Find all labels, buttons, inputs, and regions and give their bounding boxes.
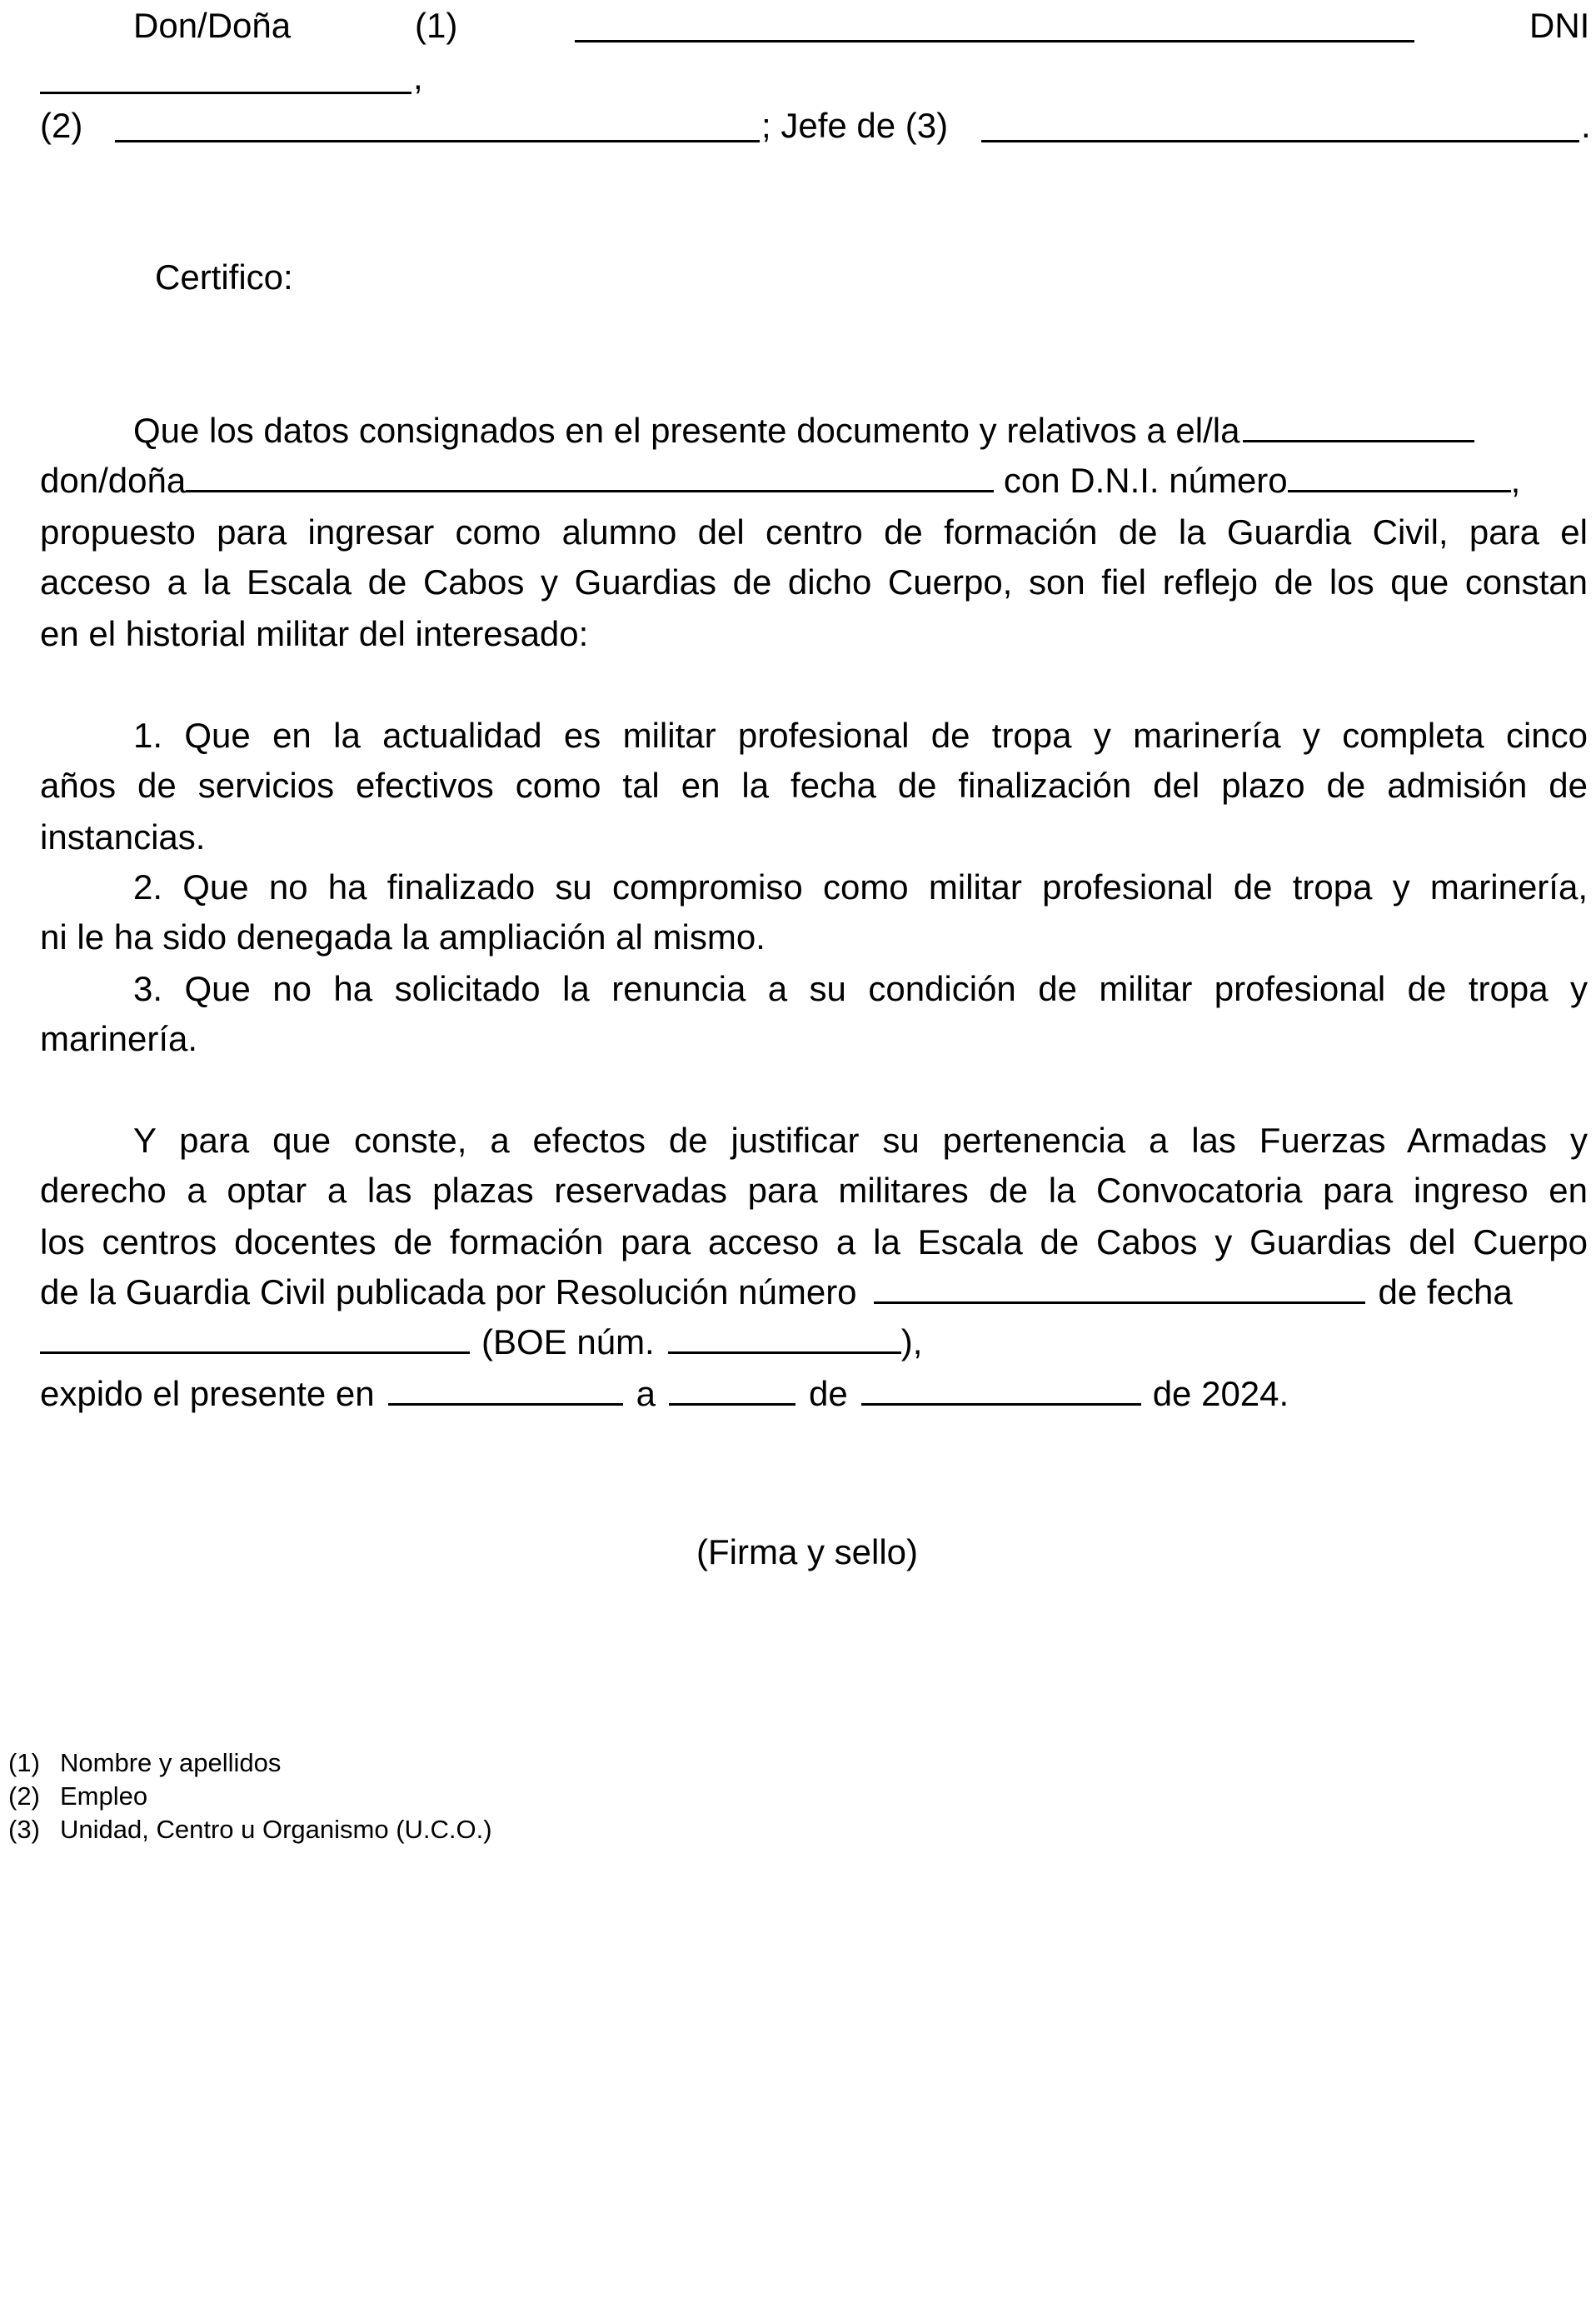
footnote-1-text: Nombre y apellidos (60, 1748, 282, 1777)
boe-blank[interactable] (668, 1318, 901, 1354)
boe-close: ), (900, 1322, 923, 1361)
de-2024-label: de 2024. (1152, 1374, 1289, 1413)
dni-numero-label: con D.N.I. número (994, 461, 1288, 500)
closing-line-3: los centros docentes de formación para acceso a la Escala de Cabos y Guardias del Cuerpo (40, 1222, 1588, 1261)
de-label: de (808, 1374, 848, 1413)
item-2-line-2: ni le ha sido denegada la ampliación al mismo. (40, 917, 766, 957)
expido-label: expido el presente en (40, 1374, 375, 1413)
footnote-2 (8, 1780, 147, 1813)
intro-line-1 (40, 405, 1588, 457)
item-1-line-1: 1. Que en la actualidad es militar profesional de tropa y marinería y completa cinco (133, 716, 1588, 755)
footnote-1 (8, 1746, 281, 1780)
intro-line-2-comma: , (1510, 461, 1521, 500)
footnote-3-num: (3) (8, 1815, 40, 1844)
name-blank[interactable] (575, 7, 1414, 42)
item-1-line-2: años de servicios efectivos como tal en la fecha de finalización del plazo de admisión de (40, 766, 1588, 805)
dni-blank[interactable] (40, 58, 411, 94)
intro-line-2 (40, 455, 1588, 507)
footnote-2-text: Empleo (60, 1781, 148, 1811)
ref-1-label: (1) (415, 6, 458, 45)
resolucion-blank[interactable] (874, 1268, 1365, 1304)
jefe-de-label: ; Jefe de (3) (761, 106, 949, 145)
intro-text-1: Que los datos consignados en el presente documento y relativos a el/la (133, 411, 1240, 450)
header-period: . (1581, 106, 1591, 145)
item-3-line-1: 3. Que no ha solicitado la renuncia a su condición de militar profesional de tropa y (133, 969, 1588, 1008)
resolucion-label: de la Guardia Civil publicada por Resolución número (40, 1272, 857, 1311)
intro-line-4: acceso a la Escala de Cabos y Guardias de dicho Cuerpo, son fiel reflejo de los que constan (40, 562, 1588, 602)
dni-comma: , (413, 57, 423, 97)
item-3-line-2: marinería. (40, 1019, 198, 1058)
de-fecha-label: de fecha (1378, 1272, 1513, 1311)
fecha-blank[interactable] (40, 1318, 470, 1354)
closing-line-4 (40, 1266, 1588, 1318)
item-2-line-1: 2. Que no ha finalizado su compromiso como militar profesional de tropa y marinería, (133, 867, 1588, 907)
boe-label: (BOE núm. (481, 1322, 655, 1361)
el-la-blank[interactable] (1243, 407, 1474, 442)
footnote-1-num: (1) (8, 1748, 40, 1777)
don-dona-inline: don/doña (40, 461, 187, 500)
closing-line-5 (40, 1316, 1588, 1368)
footnote-3-text: Unidad, Centro u Organismo (U.C.O.) (60, 1815, 492, 1844)
mes-blank[interactable] (861, 1370, 1141, 1406)
ref-2-label: (2) (40, 106, 83, 145)
don-dona-blank[interactable] (186, 457, 994, 492)
closing-line-6 (40, 1368, 1588, 1420)
footnote-3 (8, 1813, 492, 1846)
a-label: a (636, 1374, 656, 1413)
intro-line-3: propuesto para ingresar como alumno del centro de formación de la Guardia Civil, para el (40, 512, 1588, 552)
certifico-heading: Certifico: (155, 257, 293, 297)
closing-line-2: derecho a optar a las plazas reservadas para militares de la Convocatoria para ingreso en (40, 1171, 1588, 1210)
lugar-blank[interactable] (388, 1370, 623, 1406)
footnote-2-num: (2) (8, 1781, 40, 1811)
dni-label: DNI (1529, 6, 1590, 45)
dia-blank[interactable] (669, 1370, 796, 1406)
firma-y-sello: (Firma y sello) (696, 1532, 919, 1571)
intro-line-5: en el historial militar del interesado: (40, 614, 589, 653)
dni-numero-blank[interactable] (1288, 457, 1511, 492)
item-1-line-3: instancias. (40, 817, 206, 857)
closing-line-1: Y para que conste, a efectos de justificar su pertenencia a las Fuerzas Armadas y (133, 1121, 1588, 1160)
don-dona-label: Don/Doña (133, 6, 292, 45)
unidad-blank[interactable] (981, 107, 1579, 142)
empleo-blank[interactable] (115, 107, 760, 142)
